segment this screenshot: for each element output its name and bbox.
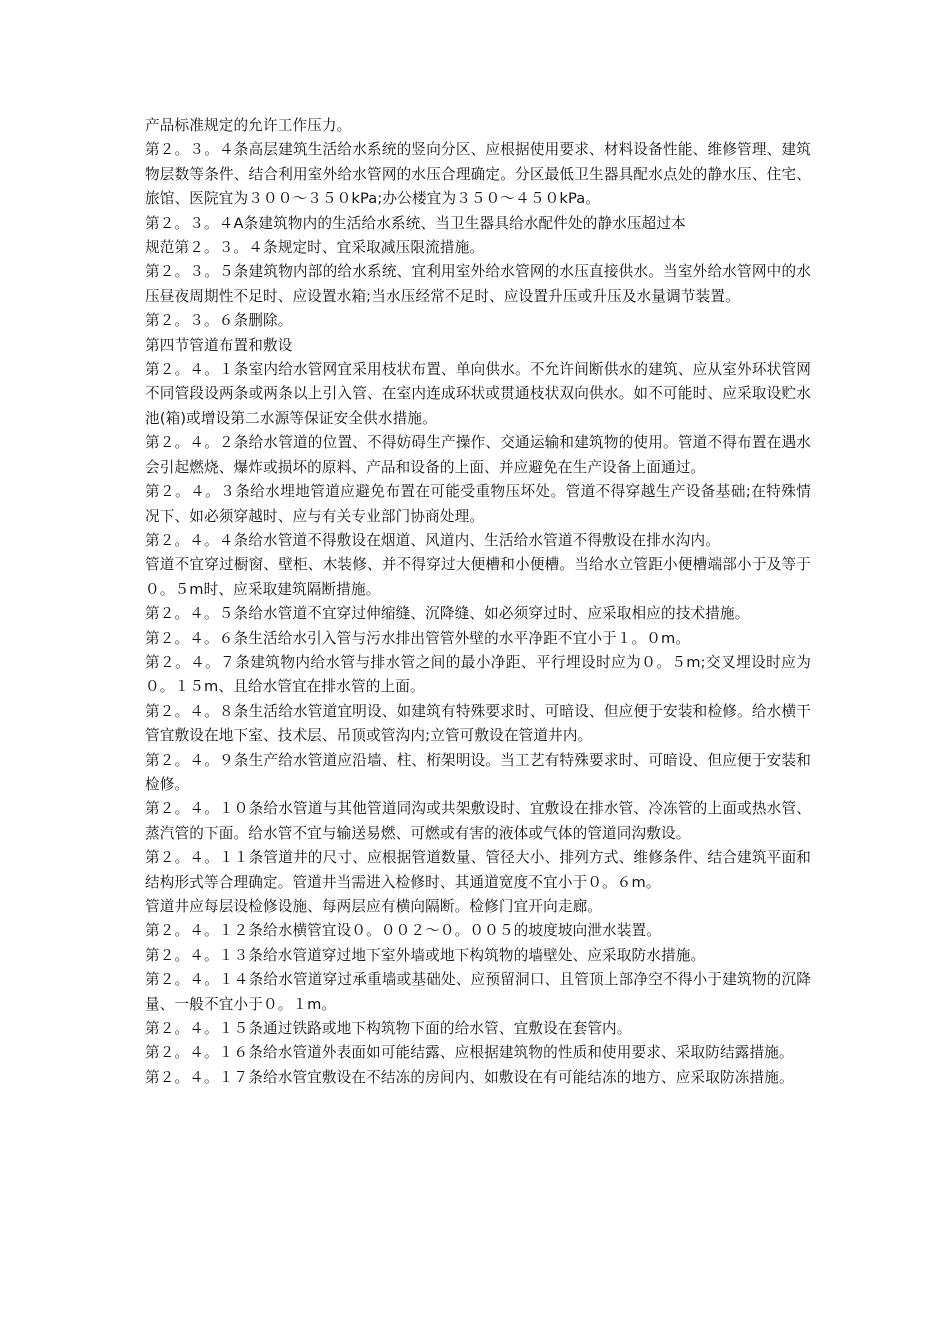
paragraph: 第２。４。６条生活给水引入管与污水排出管管外壁的水平净距不宜小于１。０m。	[145, 629, 691, 647]
paragraph: 第２。４。３条给水埋地管道应避免布置在可能受重物压坏处。管道不得穿越生产设备基础;在特殊情况下、如必须穿越时、应与有关专业部门协商处理。	[145, 483, 811, 525]
paragraph: 第２。４。１４条给水管道穿过承重墙或基础处、应预留洞口、且管顶上部净空不得小于建筑物的沉降量、一般不宜小于０。１m。	[145, 971, 811, 1013]
paragraph: 第２。４。１２条给水横管宜设０。００２～０。００５的坡度坡向泄水装置。	[145, 922, 662, 940]
paragraph: 第２。４。１５条通过铁路或地下构筑物下面的给水管、宜敷设在套管内。	[145, 1020, 632, 1038]
paragraph: 第２。３。５条建筑物内部的给水系统、宜利用室外给水管网的水压直接供水。当室外给水管网中的水压昼夜周期性不足时、应设置水箱;当水压经常不足时、应设置升压或升压及水量调节装置。	[145, 263, 811, 305]
paragraph: 第２。４。１７条给水管宜敷设在不结冻的房间内、如敷设在有可能结冻的地方、应采取防冻措施。	[145, 1068, 794, 1086]
paragraph: 第２。４。１６条给水管道外表面如可能结露、应根据建筑物的性质和使用要求、采取防结露措施。	[145, 1044, 794, 1062]
section-heading: 第四节管道布置和敷设	[145, 336, 293, 354]
paragraph: 第２。４。８条生活给水管道宜明设、如建筑有特殊要求时、可暗设、但应便于安装和检修。给水横干管宜敷设在地下室、技术层、吊顶或管沟内;立管可敷设在管道井内。	[145, 702, 811, 745]
paragraph: 第２。４。９条生产给水管道应沿墙、柱、桁架明设。当工艺有特殊要求时、可暗设、但应便于安装和检修。	[145, 751, 811, 793]
paragraph: 第２。４。７条建筑物内给水管与排水管之间的最小净距、平行埋设时应为０。５m;交叉埋设时应为０。１５m、且给水管宜在排水管的上面。	[145, 653, 811, 696]
paragraph: 第２。３。４A条建筑物内的生活给水系统、当卫生器具给水配件处的静水压超过本	[145, 214, 686, 232]
paragraph: 第２。４。１１条管道井的尺寸、应根据管道数量、管径大小、排列方式、维修条件、结合建筑平面和结构形式等合理确定。管道井当需进入检修时、其通道宽度不宜小于０。６m。	[145, 849, 811, 891]
paragraph: 产品标准规定的允许工作压力。	[145, 117, 352, 134]
paragraph: 管道不宜穿过橱窗、壁柜、木装修、并不得穿过大便槽和小便槽。当给水立管距小便槽端部小于及等于０。５m时、应采取建筑隔断措施。	[145, 556, 811, 598]
paragraph: 第２。４。５条给水管道不宜穿过伸缩缝、沉降缝、如必须穿过时、应采取相应的技术措施。	[145, 605, 750, 623]
paragraph: 第２。４。１３条给水管道穿过地下室外墙或地下构筑物的墙壁处、应采取防水措施。	[145, 946, 706, 964]
paragraph: 第２。３。４条高层建筑生活给水系统的竖向分区、应根据使用要求、材料设备性能、维修管理、建筑物层数等条件、结合利用室外给水管网的水压合理确定。分区最低卫生器具配水点处的静水压、住宅、旅馆、医院宜为３００～３５０kPa;办公楼宜为３５０～４５０kPa。	[145, 141, 811, 208]
paragraph: 规范第２。３。４条规定时、宜采取减压限流措施。	[145, 239, 485, 257]
paragraph: 管道井应每层设检修设施、每两层应有横向隔断。检修门宜开向走廊。	[145, 898, 603, 915]
paragraph: 第２。３。６条删除。	[145, 312, 293, 330]
paragraph: 第２。４。４条给水管道不得敷设在烟道、风道内、生活给水管道不得敷设在排水沟内。	[145, 531, 721, 549]
paragraph: 第２。４。１条室内给水管网宜采用枝状布置、单向供水。不允许间断供水的建筑、应从室外环状管网不同管段设两条或两条以上引入管、在室内连成环状或贯通枝状双向供水。如不可能时、应采取设贮水池(箱)或增设第二水源等保证安全供水措施。	[145, 361, 811, 427]
paragraph: 第２。４。２条给水管道的位置、不得妨碍生产操作、交通运输和建筑物的使用。管道不得布置在遇水会引起燃烧、爆炸或损坏的原料、产品和设备的上面、并应避免在生产设备上面通过。	[145, 434, 811, 476]
document-body	[145, 114, 811, 1090]
paragraph: 第２。４。１０条给水管道与其他管道同沟或共架敷设时、宜敷设在排水管、冷冻管的上面或热水管、蒸汽管的下面。给水管不宜与输送易燃、可燃或有害的液体或气体的管道同沟敷设。	[145, 800, 811, 842]
